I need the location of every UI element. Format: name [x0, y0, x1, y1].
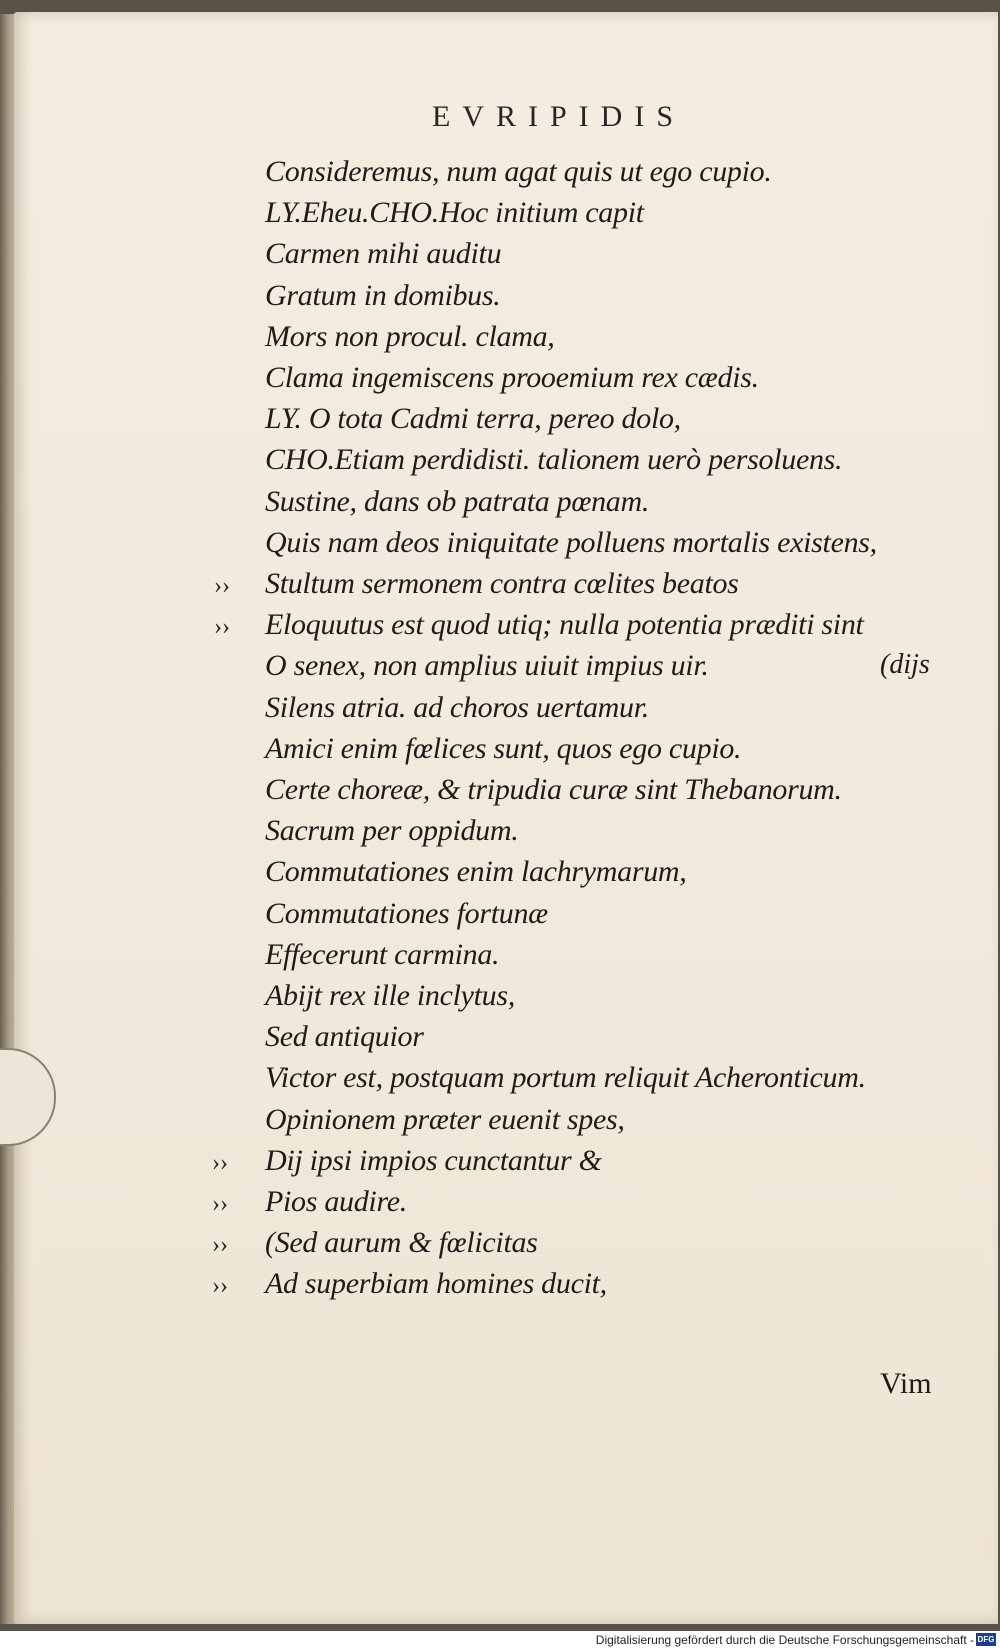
verse-line-text: Silens atria. ad choros uertamur.	[265, 690, 649, 724]
quotation-marker: ››	[212, 1149, 228, 1176]
verse-line	[0, 196, 1000, 236]
verse-line	[0, 1267, 1000, 1307]
verse-line	[0, 649, 1000, 689]
verse-line-text: LY. O tota Cadmi terra, pereo dolo,	[265, 402, 681, 436]
quotation-marker: ››	[214, 573, 230, 599]
verse-line	[0, 320, 1000, 360]
verse-line-text: Quis nam deos iniquitate polluens mortalis existens,	[265, 525, 877, 559]
verse-line-text: Effecerunt carmina.	[265, 937, 500, 971]
verse-line	[0, 485, 1000, 525]
verse-line-text: Opinionem præter euenit spes,	[265, 1102, 625, 1136]
verse-line	[0, 567, 1000, 607]
running-head: EVRIPIDIS	[432, 100, 686, 133]
footer-credit: Digitalisierung gefördert durch die Deutsche Forschungsgemeinschaft -	[595, 1633, 974, 1647]
verse-line	[0, 1061, 1000, 1101]
verse-line-text: Sed antiquior	[265, 1020, 424, 1054]
verse-line-text: CHO.Etiam perdidisti. talionem uerò persoluens.	[265, 443, 843, 477]
verse-line-text: Certe choreæ, & tripudia curæ sint Thebanorum.	[265, 773, 842, 806]
margin-note: (dijs	[880, 649, 930, 681]
verse-line-text: Stultum sermonem contra cœlites beatos	[265, 567, 739, 600]
quotation-marker: ››	[212, 1232, 228, 1259]
catchword: Vim	[880, 1367, 932, 1400]
verse-line	[0, 443, 1000, 483]
verse-line-text: Amici enim fœlices sunt, quos ego cupio.	[265, 731, 742, 765]
verse-line-text: Commutationes enim lachrymarum,	[265, 855, 687, 889]
verse-line	[0, 1144, 1000, 1184]
verse-line-text: O senex, non amplius uiuit impius uir.	[265, 649, 709, 683]
verse-line	[0, 938, 1000, 978]
verse-line	[0, 814, 1000, 854]
verse-line	[0, 1226, 1000, 1266]
verse-line-text: Sustine, dans ob patrata pœnam.	[265, 484, 650, 518]
verse-line	[0, 979, 1000, 1019]
verse-line-text: (Sed aurum & fœlicitas	[265, 1226, 538, 1260]
verse-line	[0, 155, 1000, 195]
verse-line	[0, 855, 1000, 895]
verse-line	[0, 402, 1000, 442]
verse-line	[0, 1020, 1000, 1060]
verse-line-text: Carmen mihi auditu	[265, 237, 502, 271]
dfg-logo: DFG	[977, 1635, 995, 1644]
verse-line-text: Victor est, postquam portum reliquit Acheronticum.	[265, 1061, 866, 1095]
verse-line	[0, 279, 1000, 319]
quotation-marker: ››	[214, 614, 230, 641]
verse-line-text: Mors non procul. clama,	[265, 319, 555, 353]
verse-line	[0, 526, 1000, 566]
verse-line-text: Commutationes fortunæ	[265, 896, 548, 930]
verse-line	[0, 897, 1000, 937]
verse-line-text: Ad superbiam homines ducit,	[265, 1267, 607, 1301]
verse-line-text: Consideremus, num agat quis ut ego cupio.	[265, 155, 772, 188]
verse-line	[0, 237, 1000, 277]
verse-line	[0, 361, 1000, 401]
verse-line	[0, 773, 1000, 813]
quotation-marker: ››	[212, 1191, 228, 1217]
verse-line-text: Gratum in domibus.	[265, 278, 501, 312]
verse-line-text: LY.Eheu.CHO.Hoc initium capit	[265, 196, 644, 230]
quotation-marker: ››	[212, 1273, 228, 1300]
verse-line-text: Sacrum per oppidum.	[265, 814, 519, 848]
verse-line-text: Dij ipsi impios cunctantur &	[265, 1143, 602, 1177]
verse-line-text: Abijt rex ille inclytus,	[265, 979, 515, 1012]
verse-line	[0, 732, 1000, 772]
verse-line	[0, 608, 1000, 648]
verse-line	[0, 1103, 1000, 1143]
verse-line	[0, 691, 1000, 731]
verse-line	[0, 1185, 1000, 1225]
verse-line-text: Pios audire.	[265, 1185, 407, 1218]
verse-line-text: Eloquutus est quod utiq; nulla potentia præditi sint	[265, 608, 864, 642]
verse-line-text: Clama ingemiscens prooemium rex cædis.	[265, 361, 759, 394]
